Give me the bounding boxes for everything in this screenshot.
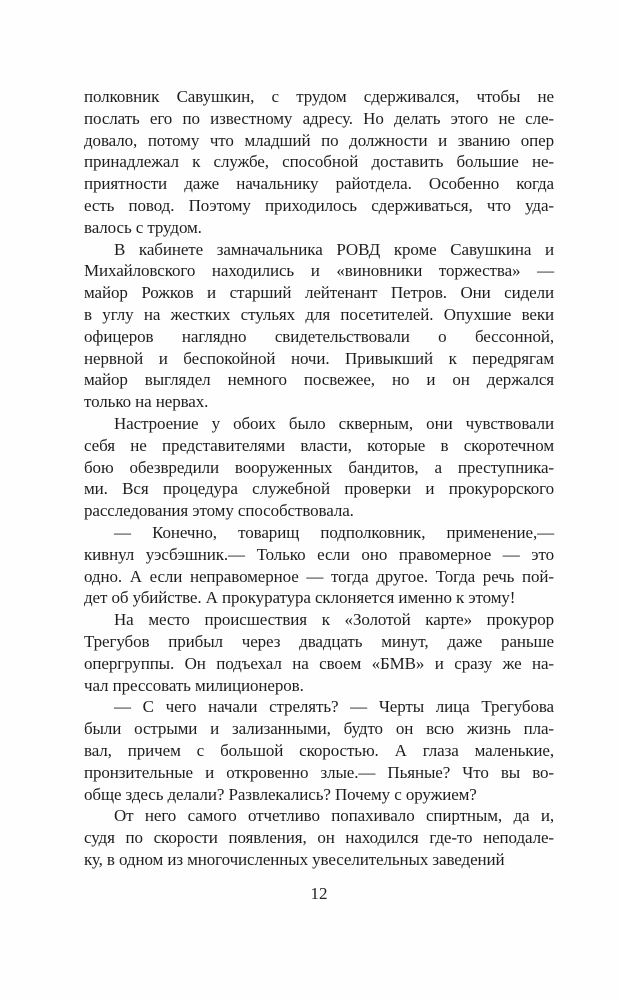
text-line: судя по скорости появления, он находился где-то неподале- [84, 828, 554, 848]
text-line: ми. Вся процедура служебной проверки и прокурорского [84, 479, 554, 499]
text-line: бою обезвредили вооруженных бандитов, а преступника- [84, 457, 554, 477]
paragraph [84, 239, 554, 413]
text-line: — Конечно, товарищ подполковник, применение,— [114, 522, 554, 542]
text-line: валось с трудом. [84, 217, 202, 237]
text-line: обще здесь делали? Развлекались? Почему с оружием? [84, 784, 477, 804]
paragraph [84, 609, 554, 696]
text-line: От него самого отчетливо попахивало спиртным, да и, [114, 806, 554, 826]
page-number: 12 [310, 884, 328, 903]
paragraph [84, 86, 554, 239]
text-line: были острыми и зализанными, будто он всю жизнь пла- [84, 719, 554, 739]
text-line: принадлежал к службе, способной доставить большие не- [84, 152, 554, 172]
text-line: нервной и беспокойной ночи. Привыкший к передрягам [84, 348, 554, 368]
paragraph [84, 696, 554, 805]
text-line: дет об убийстве. А прокуратура склоняется именно к этому! [84, 588, 516, 608]
text-line: есть повод. Поэтому приходилось сдерживаться, что уда- [84, 195, 554, 215]
text-line: Настроение у обоих было скверным, они чувствовали [114, 413, 554, 433]
page-text [84, 86, 554, 871]
text-line: майор выглядел немного посвежее, но и он держался [84, 370, 554, 390]
text-line: — С чего начали стрелять? — Черты лица Трегубова [114, 697, 554, 717]
paragraph [84, 805, 554, 870]
text-line: офицеров наглядно свидетельствовали о бессонной, [84, 326, 554, 346]
paragraph [84, 413, 554, 522]
text-line: в углу на жестких стульях для посетителей. Опухшие веки [84, 304, 554, 324]
text-line: одно. А если неправомерное — тогда другое. Тогда речь пой- [84, 566, 554, 586]
text-line: чал прессовать милиционеров. [84, 675, 304, 695]
text-line: послать его по известному адресу. Но делать этого не сле- [84, 108, 554, 128]
text-line: В кабинете замначальника РОВД кроме Савушкина и [114, 239, 554, 259]
text-line: приятности даже начальнику райотдела. Особенно когда [84, 174, 554, 194]
text-line: вал, причем с большой скоростью. А глаза маленькие, [84, 740, 554, 760]
text-line: только на нервах. [84, 392, 209, 412]
text-line: кивнул уэсбэшник.— Только если оно правомерное — это [84, 544, 554, 564]
text-line: расследования этому способствовала. [84, 501, 354, 521]
text-line: На место происшествия к «Золотой карте» прокурор [114, 610, 554, 630]
text-line: пронзительные и откровенно злые.— Пьяные? Что вы во- [84, 762, 554, 782]
text-line: ку, в одном из многочисленных увеселительных заведений [84, 849, 505, 869]
text-line: себя не представителями власти, которые в скоротечном [84, 435, 554, 455]
text-line: довало, потому что младший по должности и званию опер [84, 130, 554, 150]
text-line: опергруппы. Он подъехал на своем «БМВ» и сразу же на- [84, 653, 554, 673]
text-line: майор Рожков и старший лейтенант Петров. Они сидели [84, 283, 554, 303]
paragraph [84, 522, 554, 609]
text-line: полковник Савушкин, с трудом сдерживался, чтобы не [84, 87, 554, 106]
text-line: Михайловского находились и «виновники торжества» — [84, 261, 554, 281]
text-line: Трегубов прибыл через двадцать минут, даже раньше [84, 631, 554, 651]
